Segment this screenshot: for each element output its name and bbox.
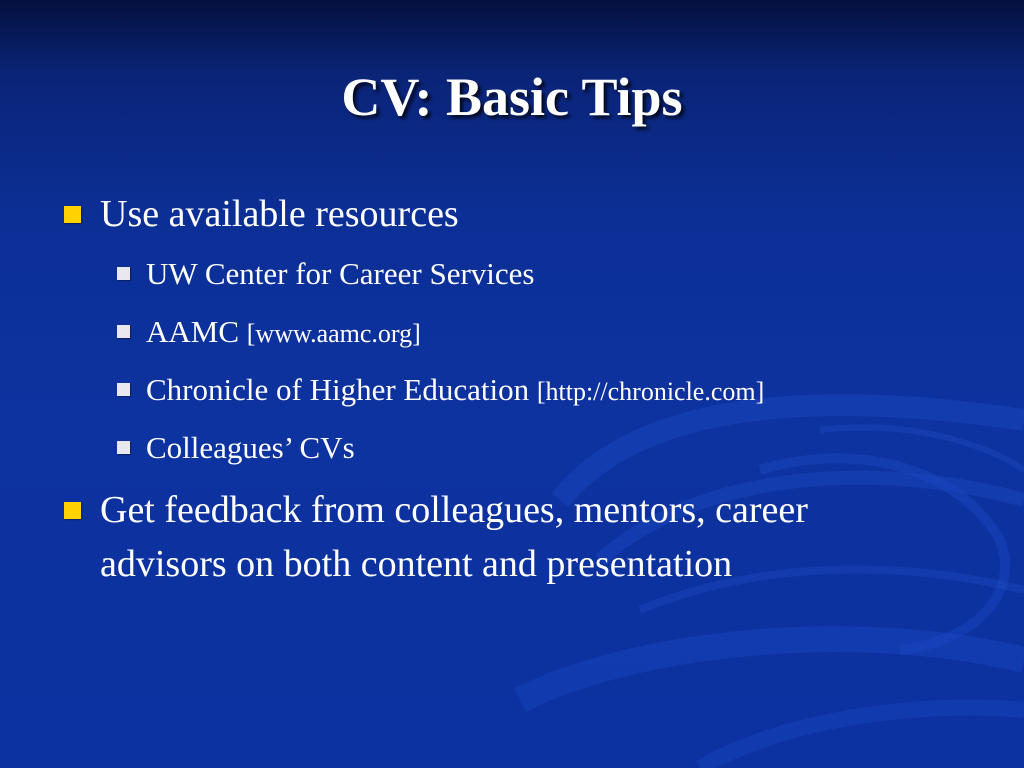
sub-bullet-text: Colleagues’ CVs: [146, 430, 355, 465]
sub-bullet-text: [146, 312, 421, 354]
bullet-text: Use available resources: [100, 193, 459, 235]
sub-bullet-label: Chronicle of Higher Education: [146, 372, 537, 407]
bullet-square-icon: [64, 206, 81, 223]
sub-bullet-url: [www.aamc.org]: [246, 319, 421, 348]
bullet-square-icon: [117, 441, 130, 454]
slide-title: CV: Basic Tips: [341, 67, 683, 127]
bullet-square-icon: [117, 325, 130, 338]
sub-bullet-text: UW Center for Career Services: [146, 256, 535, 291]
bullet-square-icon: [64, 502, 81, 519]
bullet-square-icon: [117, 383, 130, 396]
sub-bullet-label: AAMC: [146, 314, 247, 349]
bullet-text-line2: advisors on both content and presentation: [100, 543, 733, 585]
bullet-square-icon: [117, 267, 130, 280]
bullet-text-line1: Get feedback from colleagues, mentors, career: [100, 489, 808, 531]
sub-bullet-url: [http://chronicle.com]: [536, 377, 765, 406]
sub-bullet-text: [146, 370, 764, 412]
